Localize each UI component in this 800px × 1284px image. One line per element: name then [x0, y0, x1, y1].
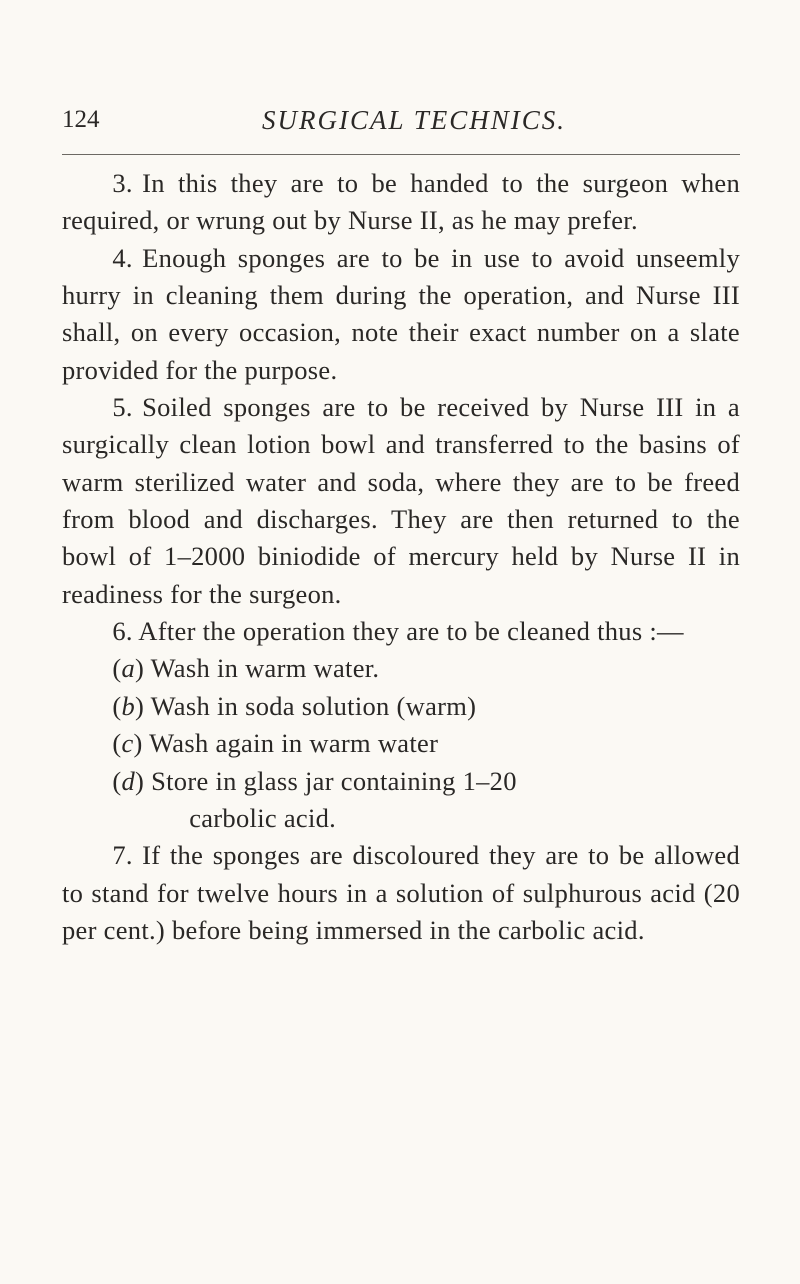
header-rule: [62, 154, 740, 155]
step-text: Wash again in warm water: [149, 728, 439, 759]
cleaning-steps-list: [62, 650, 740, 837]
paragraph-text: If the sponges are discoloured they are to be allowed to stand for twelve hours in a solution of sulphurous acid (20 per cent.) before being immersed in the carbolic acid.: [62, 840, 740, 945]
paragraph-text: Enough sponges are to be in use to avoid unseemly hurry in cleaning them during the operation, and Nurse III shall, on every occasion, note their exact number on a slate provided for the purpose.: [62, 242, 740, 385]
step-text: Store in glass jar containing 1–20: [151, 765, 517, 796]
paragraph-5: [62, 389, 740, 613]
step-letter: d: [121, 765, 136, 796]
list-item: (c) Wash again in warm water: [112, 728, 439, 759]
paragraph-text: In this they are to be handed to the surgeon when required, or wrung out by Nurse II, as he may prefer.: [62, 168, 740, 236]
paragraph-text: Soiled sponges are to be received by Nurse III in a surgically clean lotion bowl and transferred to the basins of warm sterilized water and soda, where they are to be freed from blood and discharges. They are then returned to the bowl of 1–2000 biniodide of mercury held by Nurse II in readiness for the surgeon.: [62, 392, 740, 609]
step-letter: b: [121, 690, 136, 721]
step-letter: c: [121, 728, 134, 759]
paragraph-number: 5.: [112, 392, 133, 423]
paragraph-number: 3.: [112, 168, 133, 198]
paragraph-4: [62, 240, 740, 389]
body-text: [62, 165, 740, 949]
list-item: (a) Wash in warm water.: [112, 653, 380, 684]
paragraph-7: [62, 837, 740, 949]
paragraph-number: 4.: [112, 242, 133, 273]
page-number: 124: [62, 106, 100, 133]
step-letter: a: [121, 653, 136, 684]
list-item: (d) Store in glass jar containing 1–20 carbolic acid.: [62, 763, 740, 838]
step-text: Wash in warm water.: [150, 653, 380, 684]
step-text: Wash in soda solution (warm): [150, 690, 477, 721]
list-item: (b) Wash in soda solution (warm): [112, 690, 477, 721]
paragraph-3: [62, 165, 740, 240]
paragraph-number: 6.: [112, 616, 133, 647]
running-head: [62, 100, 738, 140]
step-text-continued: carbolic acid.: [189, 802, 337, 833]
paragraph-text: After the operation they are to be cleaned thus :—: [138, 616, 684, 647]
running-title: SURGICAL TECHNICS.: [262, 105, 567, 135]
paragraph-6: [62, 613, 740, 650]
paragraph-number: 7.: [112, 840, 133, 871]
